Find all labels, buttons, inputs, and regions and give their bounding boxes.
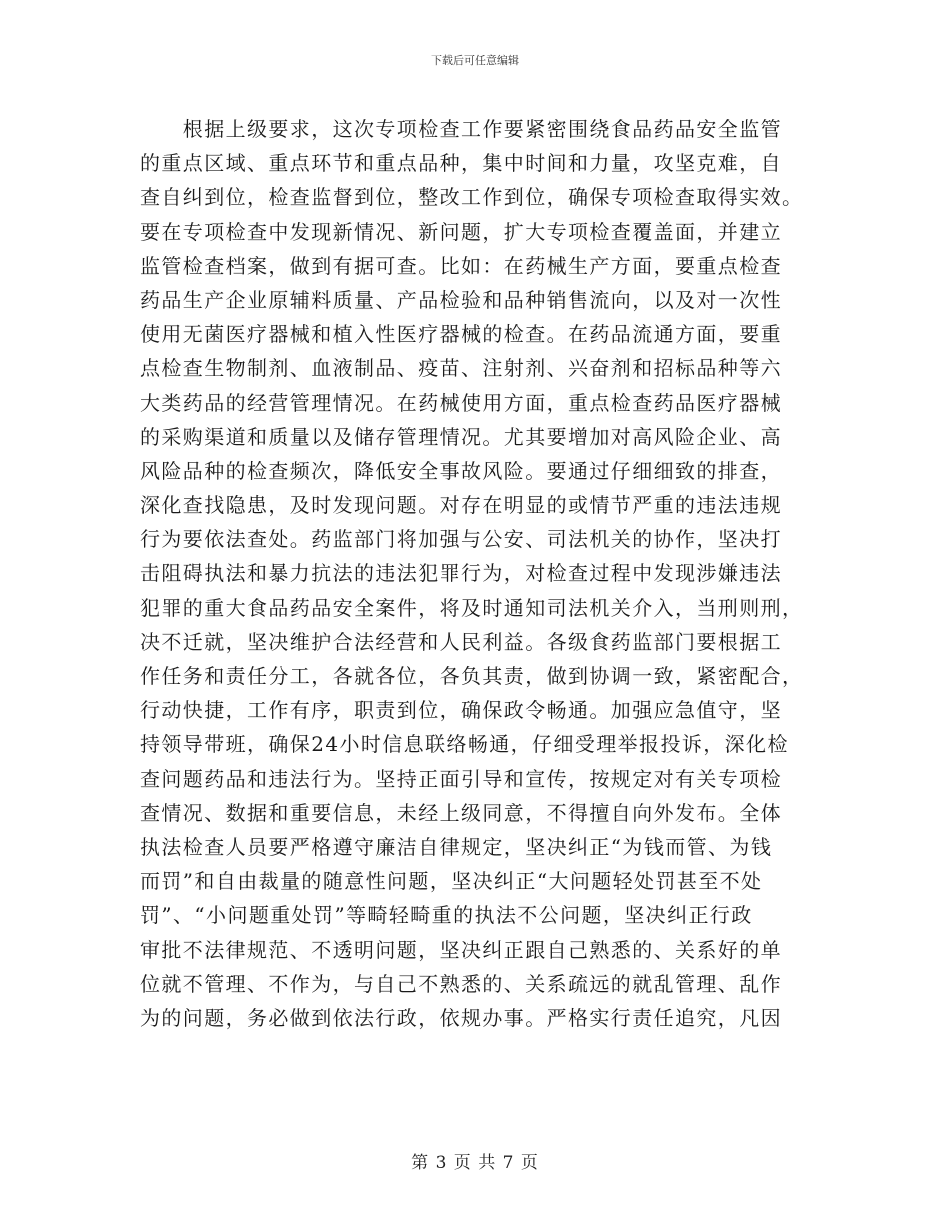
text-line: 行为要依法查处。药监部门将加强与公安、司法机关的协作，坚决打 bbox=[140, 527, 782, 552]
document-body bbox=[140, 112, 805, 1035]
text-line: 深化查找隐患，及时发现问题。对存在明显的或情节严重的违法违规 bbox=[140, 493, 782, 518]
text-line: 为的问题，务必做到依法行政，依规办事。严格实行责任追究，凡因 bbox=[140, 1005, 782, 1030]
text-line: 要在专项检查中发现新情况、新问题，扩大专项检查覆盖面，并建立 bbox=[140, 219, 782, 244]
text-line: 根据上级要求，这次专项检查工作要紧密围绕食品药品安全监管 bbox=[140, 117, 782, 141]
text-line: 而罚”和自由裁量的随意性问题，坚决纠正“大问题轻处罚甚至不处 bbox=[140, 869, 763, 894]
text-line: 执法检查人员要严格遵守廉洁自律规定，坚决纠正“为钱而管、为钱 bbox=[140, 834, 773, 859]
text-line: 的重点区域、重点环节和重点品种，集中时间和力量，攻坚克难，自 bbox=[140, 151, 782, 176]
text-line: 监管检查档案，做到有据可查。比如：在药械生产方面，要重点检查 bbox=[140, 253, 782, 278]
text-line: 行动快捷，工作有序，职责到位，确保政令畅通。加强应急值守，坚 bbox=[140, 698, 782, 723]
text-line: 使用无菌医疗器械和植入性医疗器械的检查。在药品流通方面，要重 bbox=[140, 322, 782, 347]
text-line: 查自纠到位，检查监督到位，整改工作到位，确保专项检查取得实效。 bbox=[140, 185, 804, 210]
text-line: 点检查生物制剂、血液制品、疫苗、注射剂、兴奋剂和招标品种等六 bbox=[140, 356, 782, 381]
text-line: 查情况、数据和重要信息，未经上级同意，不得擅自向外发布。全体 bbox=[140, 800, 782, 825]
text-line: 位就不管理、不作为，与自己不熟悉的、关系疏远的就乱管理、乱作 bbox=[140, 971, 782, 996]
text-line: 药品生产企业原辅料质量、产品检验和品种销售流向，以及对一次性 bbox=[140, 287, 782, 312]
text-line: 罚”、“小问题重处罚”等畸轻畸重的执法不公问题，坚决纠正行政 bbox=[140, 903, 753, 928]
text-line: 持领导带班，确保24小时信息联络畅通，仔细受理举报投诉，深化检 bbox=[140, 732, 789, 757]
text-line: 的采购渠道和质量以及储存管理情况。尤其要增加对高风险企业、高 bbox=[140, 424, 782, 449]
text-line: 击阻碍执法和暴力抗法的违法犯罪行为，对检查过程中发现涉嫌违法 bbox=[140, 561, 782, 586]
text-line: 作任务和责任分工，各就各位，各负其责，做到协调一致，紧密配合， bbox=[140, 664, 804, 688]
text-line: 大类药品的经营管理情况。在药械使用方面，重点检查药品医疗器械 bbox=[140, 390, 782, 415]
text-line: 查问题药品和违法行为。坚持正面引导和宣传，按规定对有关专项检 bbox=[140, 766, 782, 791]
text-line: 风险品种的检查频次，降低安全事故风险。要通过仔细细致的排查， bbox=[140, 458, 782, 483]
text-line: 决不迁就，坚决维护合法经营和人民利益。各级食药监部门要根据工 bbox=[140, 629, 782, 654]
header-note: 下载后可任意编辑 bbox=[431, 54, 519, 67]
text-line: 审批不法律规范、不透明问题，坚决纠正跟自己熟悉的、关系好的单 bbox=[140, 937, 782, 962]
page-number: 第 3 页 共 7 页 bbox=[411, 1153, 539, 1173]
text-line: 犯罪的重大食品药品安全案件，将及时通知司法机关介入，当刑则刑， bbox=[140, 595, 804, 620]
